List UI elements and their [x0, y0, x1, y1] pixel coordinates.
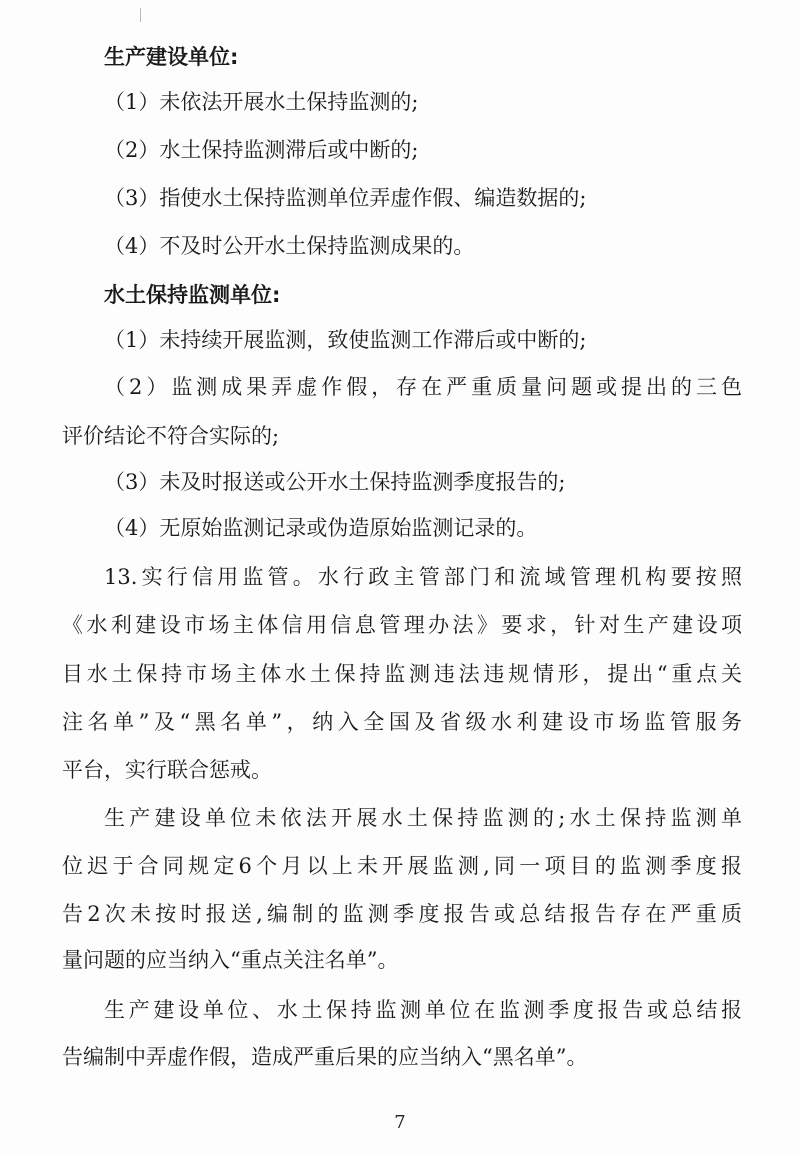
para13-line-1: 13.实行信用监管。水行政主管部门和流域管理机构要按照	[104, 565, 742, 589]
section-heading-monitor: 水土保持监测单位:	[104, 283, 281, 307]
para13-line-2: 《水利建设市场主体信用信息管理办法》要求，针对生产建设项	[62, 613, 742, 637]
black-line-1: 生产建设单位、水土保持监测单位在监测季度报告或总结报	[104, 998, 742, 1022]
black-line-2: 告编制中弄虚作假，造成严重后果的应当纳入“黑名单”。	[62, 1045, 588, 1069]
section-heading-builder: 生产建设单位:	[104, 45, 239, 69]
focus-line-2: 位迟于合同规定6个月以上未开展监测,同一项目的监测季度报	[62, 854, 742, 878]
focus-line-3: 告2次未按时报送,编制的监测季度报告或总结报告存在严重质	[62, 902, 742, 926]
builder-item-1: （1）未依法开展水土保持监测的;	[104, 90, 419, 114]
builder-item-3: （3）指使水土保持监测单位弄虚作假、编造数据的;	[104, 186, 587, 210]
builder-item-4: （4）不及时公开水土保持监测成果的。	[104, 234, 475, 258]
para13-line-5: 平台，实行联合惩戒。	[62, 758, 272, 782]
monitor-item-3: （3）未及时报送或公开水土保持监测季度报告的;	[104, 470, 566, 494]
focus-line-4: 量问题的应当纳入“重点关注名单”。	[62, 948, 399, 972]
focus-line-1: 生产建设单位未依法开展水土保持监测的;水土保持监测单	[104, 806, 742, 830]
monitor-item-1: （1）未持续开展监测，致使监测工作滞后或中断的;	[104, 328, 587, 352]
scan-mark	[140, 8, 141, 22]
para13-line-3: 目水土保持市场主体水土保持监测违法违规情形，提出“重点关	[62, 662, 742, 686]
monitor-item-2: （2）监测成果弄虚作假，存在严重质量问题或提出的三色	[104, 375, 742, 399]
monitor-item-2-cont: 评价结论不符合实际的;	[62, 424, 280, 448]
builder-item-2: （2）水土保持监测滞后或中断的;	[104, 138, 419, 162]
monitor-item-4: （4）无原始监测记录或伪造原始监测记录的。	[104, 516, 538, 540]
para13-line-4: 注名单”及“黑名单”，纳入全国及省级水利建设市场监管服务	[62, 710, 742, 734]
page-number: 7	[394, 1112, 406, 1133]
